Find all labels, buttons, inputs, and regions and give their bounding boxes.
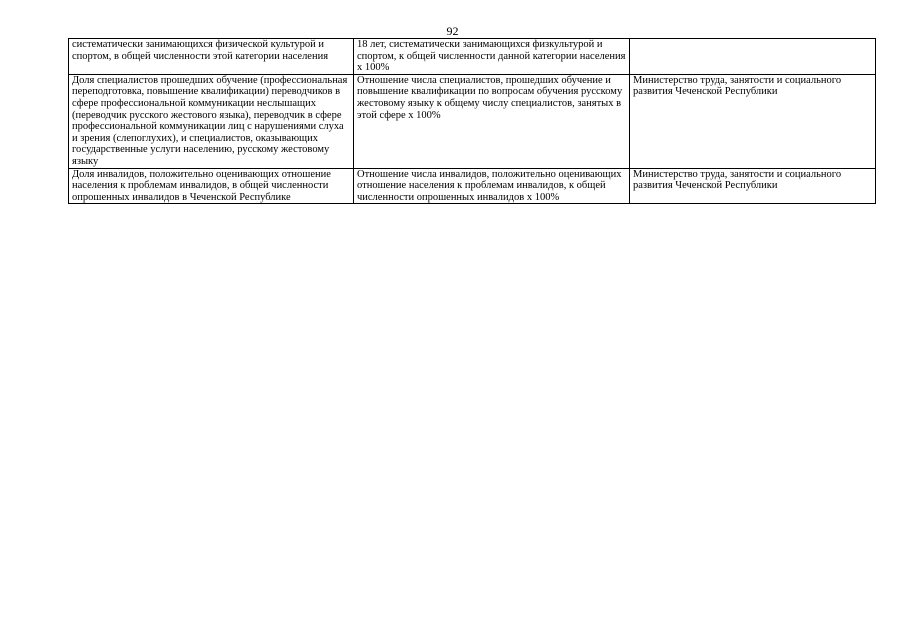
page-number: 92 (446, 24, 459, 38)
responsible-cell: Министерство труда, занятости и социального развития Чеченской Республики (630, 168, 876, 204)
table-row (69, 168, 876, 204)
responsible-cell (630, 39, 876, 75)
indicator-cell: систематически занимающихся физической культурой и спортом, в общей численности этой категории населения (69, 39, 354, 75)
table-row (69, 39, 876, 75)
indicators-table (68, 38, 876, 204)
method-cell: 18 лет, систематически занимающихся физкультурой и спортом, к общей численности данной категории населения x 100% (354, 39, 630, 75)
table-row (69, 74, 876, 168)
responsible-cell: Министерство труда, занятости и социального развития Чеченской Республики (630, 74, 876, 168)
indicator-cell: Доля специалистов прошедших обучение (профессиональная переподготовка, повышение квалификации) переводчиков в сфере профессиональной коммуникации неслышащих (переводчик русского жестового языка), переводчик в сфере профессиональной коммуникации лиц с нарушениями слуха и зрения (слепоглухих), и специалистов, оказывающих государственные услуги населению, русскому жестовому языку (69, 74, 354, 168)
indicator-cell: Доля инвалидов, положительно оценивающих отношение населения к проблемам инвалидов, в общей численности опрошенных инвалидов в Чеченской Республике (69, 168, 354, 204)
method-cell: Отношение числа специалистов, прошедших обучение и повышение квалификации по вопросам обучения русскому жестовому языку к общему числу специалистов, занятых в этой сфере x 100% (354, 74, 630, 168)
method-cell: Отношение числа инвалидов, положительно оценивающих отношение населения к проблемам инвалидов, к общей численности опрошенных инвалидов x 100% (354, 168, 630, 204)
